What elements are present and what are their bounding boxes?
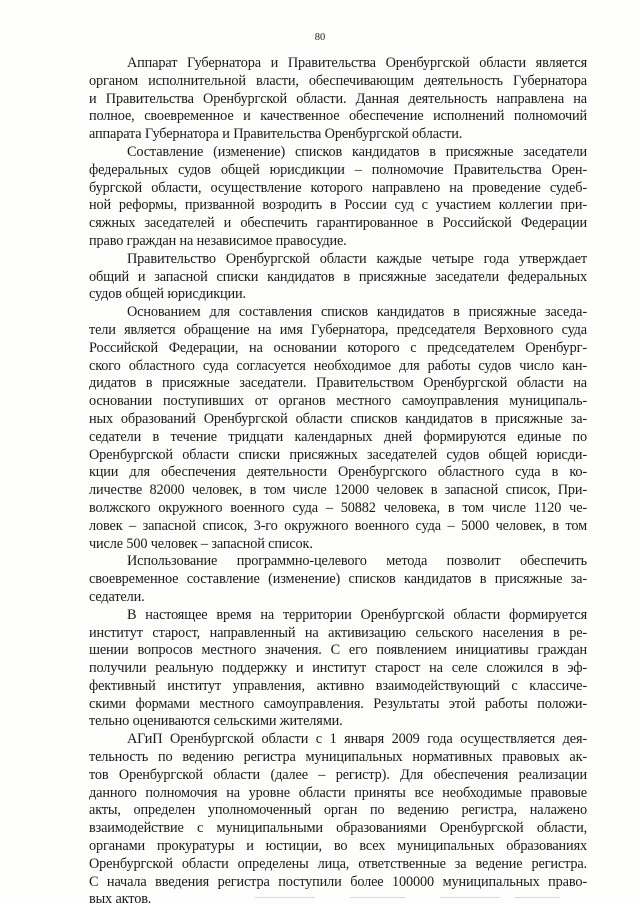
paragraph: [89, 553, 587, 606]
text-line: дидатов в присяжные заседатели. Правительством Оренбургской области на: [89, 375, 587, 392]
text-line: и Правительства Оренбургской области. Данная деятельность направлена на: [89, 90, 587, 107]
text-line: основании поступивших от органов местного самоуправления муниципаль-: [89, 393, 587, 410]
paragraph: [89, 304, 587, 553]
paragraph: [89, 251, 587, 304]
scan-artifact: [255, 897, 315, 898]
text-line: тов Оренбургской области (далее – регистр). Для обеспечения реализации: [89, 766, 587, 783]
text-line: тельность по ведению регистра муниципальных нормативных правовых ак-: [89, 749, 587, 766]
text-line: бургской области, осуществление которого направлено на проведение судеб-: [89, 179, 587, 196]
paragraph: [89, 144, 587, 251]
text-line: Правительство Оренбургской области каждые четыре года утверждает: [127, 250, 587, 267]
text-line: органом исполнительной власти, обеспечивающим деятельность Губернатора: [89, 72, 587, 89]
text-line: данного полномочия на уровне области приняты все необходимые правовые: [89, 784, 587, 801]
scan-artifact: [515, 897, 560, 898]
text-line: Оренбургской области определены лица, ответственные за ведение регистра.: [89, 855, 587, 872]
text-line: сяжных заседателей и обеспечить гарантированное в Российской Федерации: [89, 215, 587, 232]
page-number: 80: [314, 32, 326, 43]
text-line: седатели.: [89, 588, 145, 605]
scan-artifact: [350, 897, 405, 898]
text-line: тельно оцениваются сельскими жителями.: [89, 713, 343, 730]
text-line: седатели в течение тридцати календарных дней формируются единые по: [89, 428, 587, 445]
text-line: своевременное составление (изменение) списков кандидатов в присяжные за-: [89, 571, 587, 588]
text-line: Использование программно-целевого метода позволит обеспечить: [127, 553, 587, 570]
text-line: фективный институт управления, активно взаимодействующий с классиче-: [89, 677, 587, 694]
text-line: числе 500 человек – запасной список.: [89, 535, 313, 552]
text-line: федеральных судов общей юрисдикции – полномочие Правительства Орен-: [89, 161, 587, 178]
text-line: Основанием для составления списков кандидатов в присяжные заседа-: [127, 304, 587, 321]
text-line: взаимодействие с муниципальными образованиями Оренбургской области,: [89, 820, 587, 837]
text-line: Оренбургской области списки присяжных заседателей судов общей юрисди-: [89, 446, 587, 463]
text-line: акты, определен уполномоченный орган по ведению регистра, налажено: [89, 802, 587, 819]
text-line: шении вопросов местного значения. С его появлением инициативы граждан: [89, 642, 587, 659]
text-line: кции для обеспечения деятельности Оренбургского областного суда в ко-: [89, 464, 587, 481]
text-line: скими формами местного самоуправления. Результаты этой работы положи-: [89, 695, 587, 712]
text-line: право граждан на независимое правосудие.: [89, 232, 347, 249]
text-line: ловек – запасной список, 3-го окружного военного суда – 5000 человек, в том: [89, 517, 587, 534]
paragraph: [89, 731, 587, 909]
text-line: судов общей юрисдикции.: [89, 286, 246, 303]
text-line: Российской Федерации, на основании которого с председателем Оренбург-: [89, 339, 587, 356]
text-line: ных образований Оренбургской области списков кандидатов в присяжные за-: [89, 410, 587, 427]
text-line: АГиП Оренбургской области с 1 января 2009 года осуществляется дея-: [127, 731, 587, 748]
paragraph: [89, 607, 587, 732]
text-line: полное, своевременное и качественное обеспечение исполнений полномочий: [89, 108, 587, 125]
text-line: тели является обращение на имя Губернатора, председателя Верховного суда: [89, 321, 587, 338]
text-line: Аппарат Губернатора и Правительства Оренбургской области является: [127, 55, 587, 71]
body-text: [89, 55, 587, 909]
text-line: получили реальную поддержку и институт старост на селе сложился в эф-: [89, 660, 587, 677]
scan-artifact: [440, 897, 500, 898]
text-line: институт старост, направленный на активизацию сельского населения в ре-: [89, 624, 587, 641]
paragraph: [89, 55, 587, 144]
text-line: С начала введения регистра поступили более 100000 муниципальных право-: [89, 873, 587, 890]
text-line: вых актов.: [89, 891, 152, 908]
text-line: личестве 82000 человек, в том числе 12000 человек в запасной список, При-: [89, 482, 587, 499]
text-line: органами прокуратуры и юстиции, во всех муниципальных образованиях: [89, 838, 587, 855]
text-line: аппарата Губернатора и Правительства Оренбургской области.: [89, 126, 463, 143]
text-line: В настоящее время на территории Оренбургской области формируется: [127, 606, 587, 623]
text-line: ского областного суда согласуется необходимое для работы судов число кан-: [89, 357, 587, 374]
text-line: Составление (изменение) списков кандидатов в присяжные заседатели: [127, 143, 587, 160]
text-line: общий и запасной списки кандидатов в присяжные заседатели федеральных: [89, 268, 587, 285]
text-line: ной реформы, призванной возродить в России суд с участием коллегии при-: [89, 197, 587, 214]
text-line: волжского окружного военного суда – 50882 человека, в том числе 1120 че-: [89, 499, 587, 516]
